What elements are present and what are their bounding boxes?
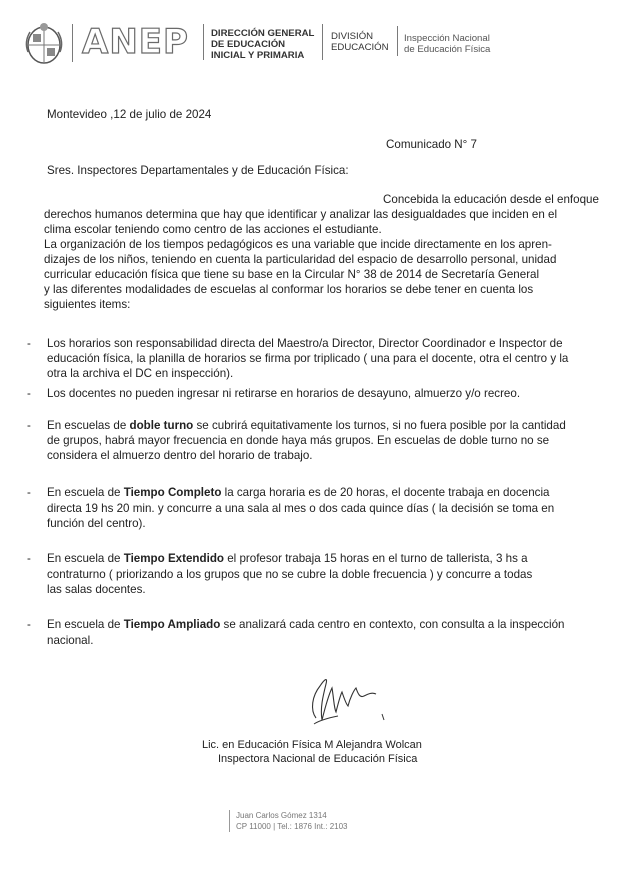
inspeccion-block [404,33,490,55]
footer-address: Juan Carlos Gómez 1314 [236,811,327,820]
division-block [331,31,389,53]
bullet-dash: - [27,419,31,432]
bullet-dash: - [27,486,31,499]
item-text: el profesor trabaja 15 horas en el turno de tallerista, 3 hs a [223,552,528,565]
place-date: Montevideo ,12 de julio de 2024 [47,108,212,121]
item-line [47,486,549,500]
item-line: Los docentes no pueden ingresar ni retirarse en horarios de desayuno, almuerzo y/o recreo. [47,387,521,400]
footer-divider [229,810,230,832]
item-line: las salas docentes. [47,583,146,596]
intro-line: Concebida la educación desde el enfoque [383,193,599,206]
item-line: directa 19 hs 20 min. y concurre a una sala al mes o dos cada quince días ( la decisión se toma en [47,502,555,515]
inspeccion-line-1: Inspección Nacional [404,33,490,44]
dgeip-line-3: INICIAL Y PRIMARIA [211,50,305,61]
handwritten-signature [298,668,388,728]
item-line: otra la archiva el DC en inspección). [47,367,234,380]
intro-line: y las diferentes modalidades de escuelas al conformar los horarios se debe tener en cuenta los [44,283,534,296]
intro-line: dizajes de los niños, teniendo en cuenta la particularidad del espacio de desarrollo personal, unidad [44,253,557,266]
header-divider [322,24,323,60]
dgeip-block [211,28,314,61]
division-line-1: DIVISIÓN [331,31,374,42]
item-text: En escuelas de [47,419,130,432]
footer-contact: CP 11000 | Tel.: 1876 Int.: 2103 [236,822,348,831]
item-text: En escuela de [47,552,124,565]
division-line-2: EDUCACIÓN [331,42,389,53]
item-text: En escuela de [47,486,124,499]
uruguay-coat-of-arms-seal [22,22,66,66]
item-line [47,552,528,566]
salutation: Sres. Inspectores Departamentales y de Educación Física: [47,164,349,177]
item-line: educación física, la planilla de horarios se firma por triplicado ( una para el docente, otra el centro y la [47,352,569,365]
dgeip-line-2: DE EDUCACIÓN [211,39,286,50]
item-text: se cubrirá equitativamente los turnos, si no fuera posible por la cantidad [193,419,566,432]
item-emphasis: doble turno [129,419,194,432]
anep-logo: ANEP [82,22,189,62]
header-divider [203,24,204,60]
item-line: nacional. [47,634,94,647]
item-line [47,419,566,433]
item-text: la carga horaria es de 20 horas, el docente trabaja en docencia [221,486,550,499]
bullet-dash: - [27,552,31,565]
header-divider [72,24,73,62]
item-emphasis: Tiempo Extendido [123,552,224,565]
signature-name: Lic. en Educación Física M Alejandra Wolcan [202,739,422,751]
item-emphasis: Tiempo Completo [123,486,222,499]
dgeip-line-1: DIRECCIÓN GENERAL [211,28,315,39]
bullet-dash: - [27,337,31,350]
item-emphasis: Tiempo Ampliado [123,618,221,631]
reference-number: Comunicado N° 7 [386,138,477,151]
bullet-dash: - [27,618,31,631]
intro-line: siguientes items: [44,298,131,311]
item-line: función del centro). [47,517,146,530]
inspeccion-line-2: de Educación Física [404,44,491,55]
header-divider [397,26,398,56]
intro-line: clima escolar teniendo como centro de las acciones el estudiante. [44,223,382,236]
item-text: En escuela de [47,618,124,631]
item-text: se analizará cada centro en contexto, con consulta a la inspección [220,618,565,631]
signature-title: Inspectora Nacional de Educación Física [218,753,418,765]
item-line: Los horarios son responsabilidad directa del Maestro/a Director, Director Coordinador e Inspector de [47,337,563,350]
intro-line: curricular educación física que tiene su base en la Circular N° 38 de 2014 de Secretaría General [44,268,540,281]
item-line [47,618,565,632]
bullet-dash: - [27,387,31,400]
intro-line: La organización de los tiempos pedagógicos es una variable que incide directamente en los apren- [44,238,552,251]
item-line: contraturno ( priorizando a los grupos que no se cubre la doble frecuencia ) y concurre a todas [47,568,533,581]
intro-line: derechos humanos determina que hay que identificar y analizar las desigualdades que inciden en el [44,208,558,221]
item-line: considera el almuerzo dentro del horario de trabajo. [47,449,313,462]
item-line: de grupos, habrá mayor frecuencia en donde haya más grupos. En escuelas de doble turno no se [47,434,550,447]
